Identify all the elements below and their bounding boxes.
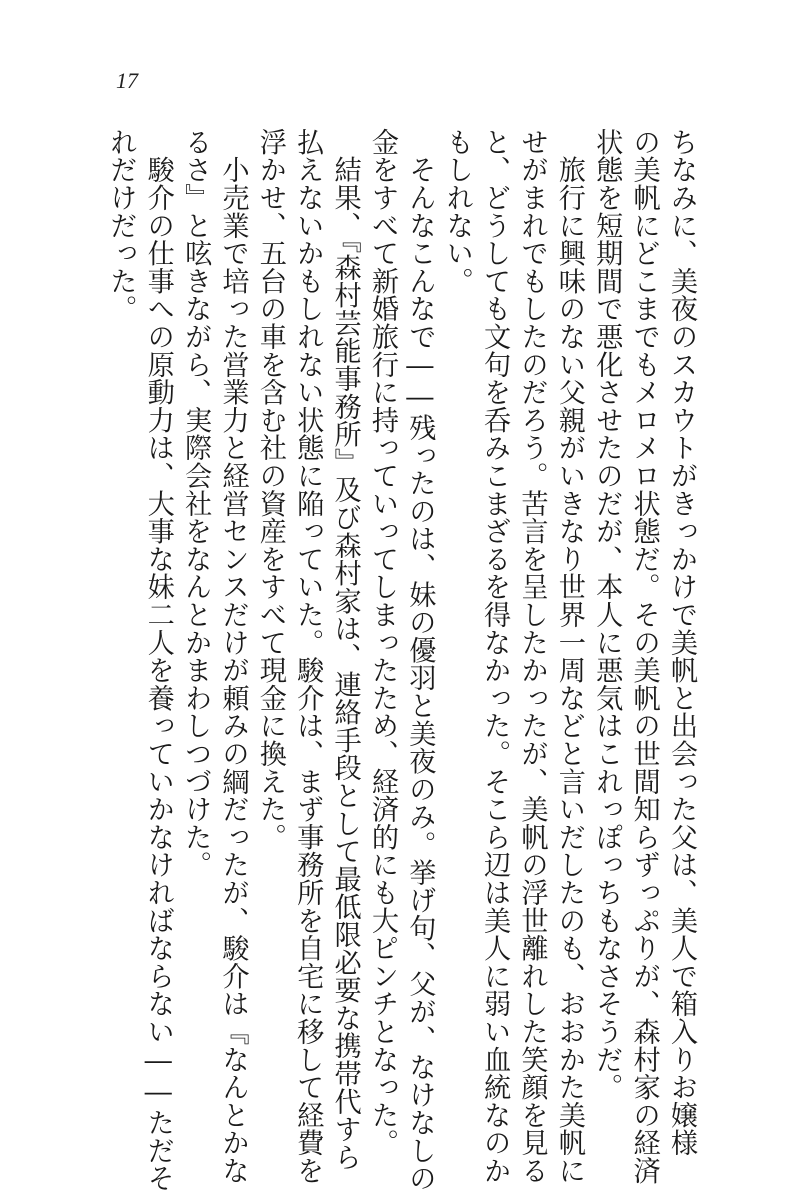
text-line: もしれない。: [441, 128, 473, 295]
text-line: るさ』と呟きながら、実際会社をなんとかまわしつづけた。: [180, 128, 212, 879]
text-line: せがまれでもしたのだろう。苦言を呈したかったが、美帆の浮世離れした笑顔を見る: [516, 128, 548, 1185]
vertical-text-body: [95, 128, 697, 1192]
text-line: れだけだった。: [105, 128, 137, 323]
text-line: 旅行に興味のない父親がいきなり世界一周などと言いだしたのも、おおかた美帆に: [553, 128, 585, 1185]
text-line: と、どうしても文句を呑みこまざるを得なかった。そこら辺は美人に弱い血統なのか: [479, 128, 511, 1185]
text-line: 結果、『森村芸能事務所』及び森村家は、連絡手段として最低限必要な携帯代すら: [329, 128, 361, 1171]
page-number: 17: [116, 68, 138, 93]
text-line: ちなみに、美夜のスカウトがきっかけで美帆と出会った父は、美人で箱入りお嬢様: [666, 128, 697, 1157]
text-line: 駿介の仕事への原動力は、大事な妹二人を養っていかなければならない――ただそ: [142, 128, 174, 1192]
text-line: 小売業で培った営業力と経営センスだけが頼みの綱だったが、駿介は『なんとかな: [217, 128, 249, 1185]
text-line: 状態を短期間で悪化させたのだが、本人に悪気はこれっぽっちもなさそうだ。: [591, 128, 623, 1101]
text-line: そんなこんなで――残ったのは、妹の優羽と美夜のみ。挙げ句、父が、なけなしの: [404, 128, 436, 1192]
text-line: 払えないかもしれない状態に陥っていた。駿介は、まず事務所を自宅に移して経費を: [292, 128, 324, 1185]
text-line: の美帆にどこまでもメロメロ状態だ。その美帆の世間知らずっぷりが、森村家の経済: [628, 128, 660, 1185]
text-line: 浮かせ、五台の車を含む社の資産をすべて現金に換えた。: [254, 128, 286, 851]
text-line: 金をすべて新婚旅行に持っていってしまったため、経済的にも大ピンチとなった。: [367, 128, 398, 1157]
